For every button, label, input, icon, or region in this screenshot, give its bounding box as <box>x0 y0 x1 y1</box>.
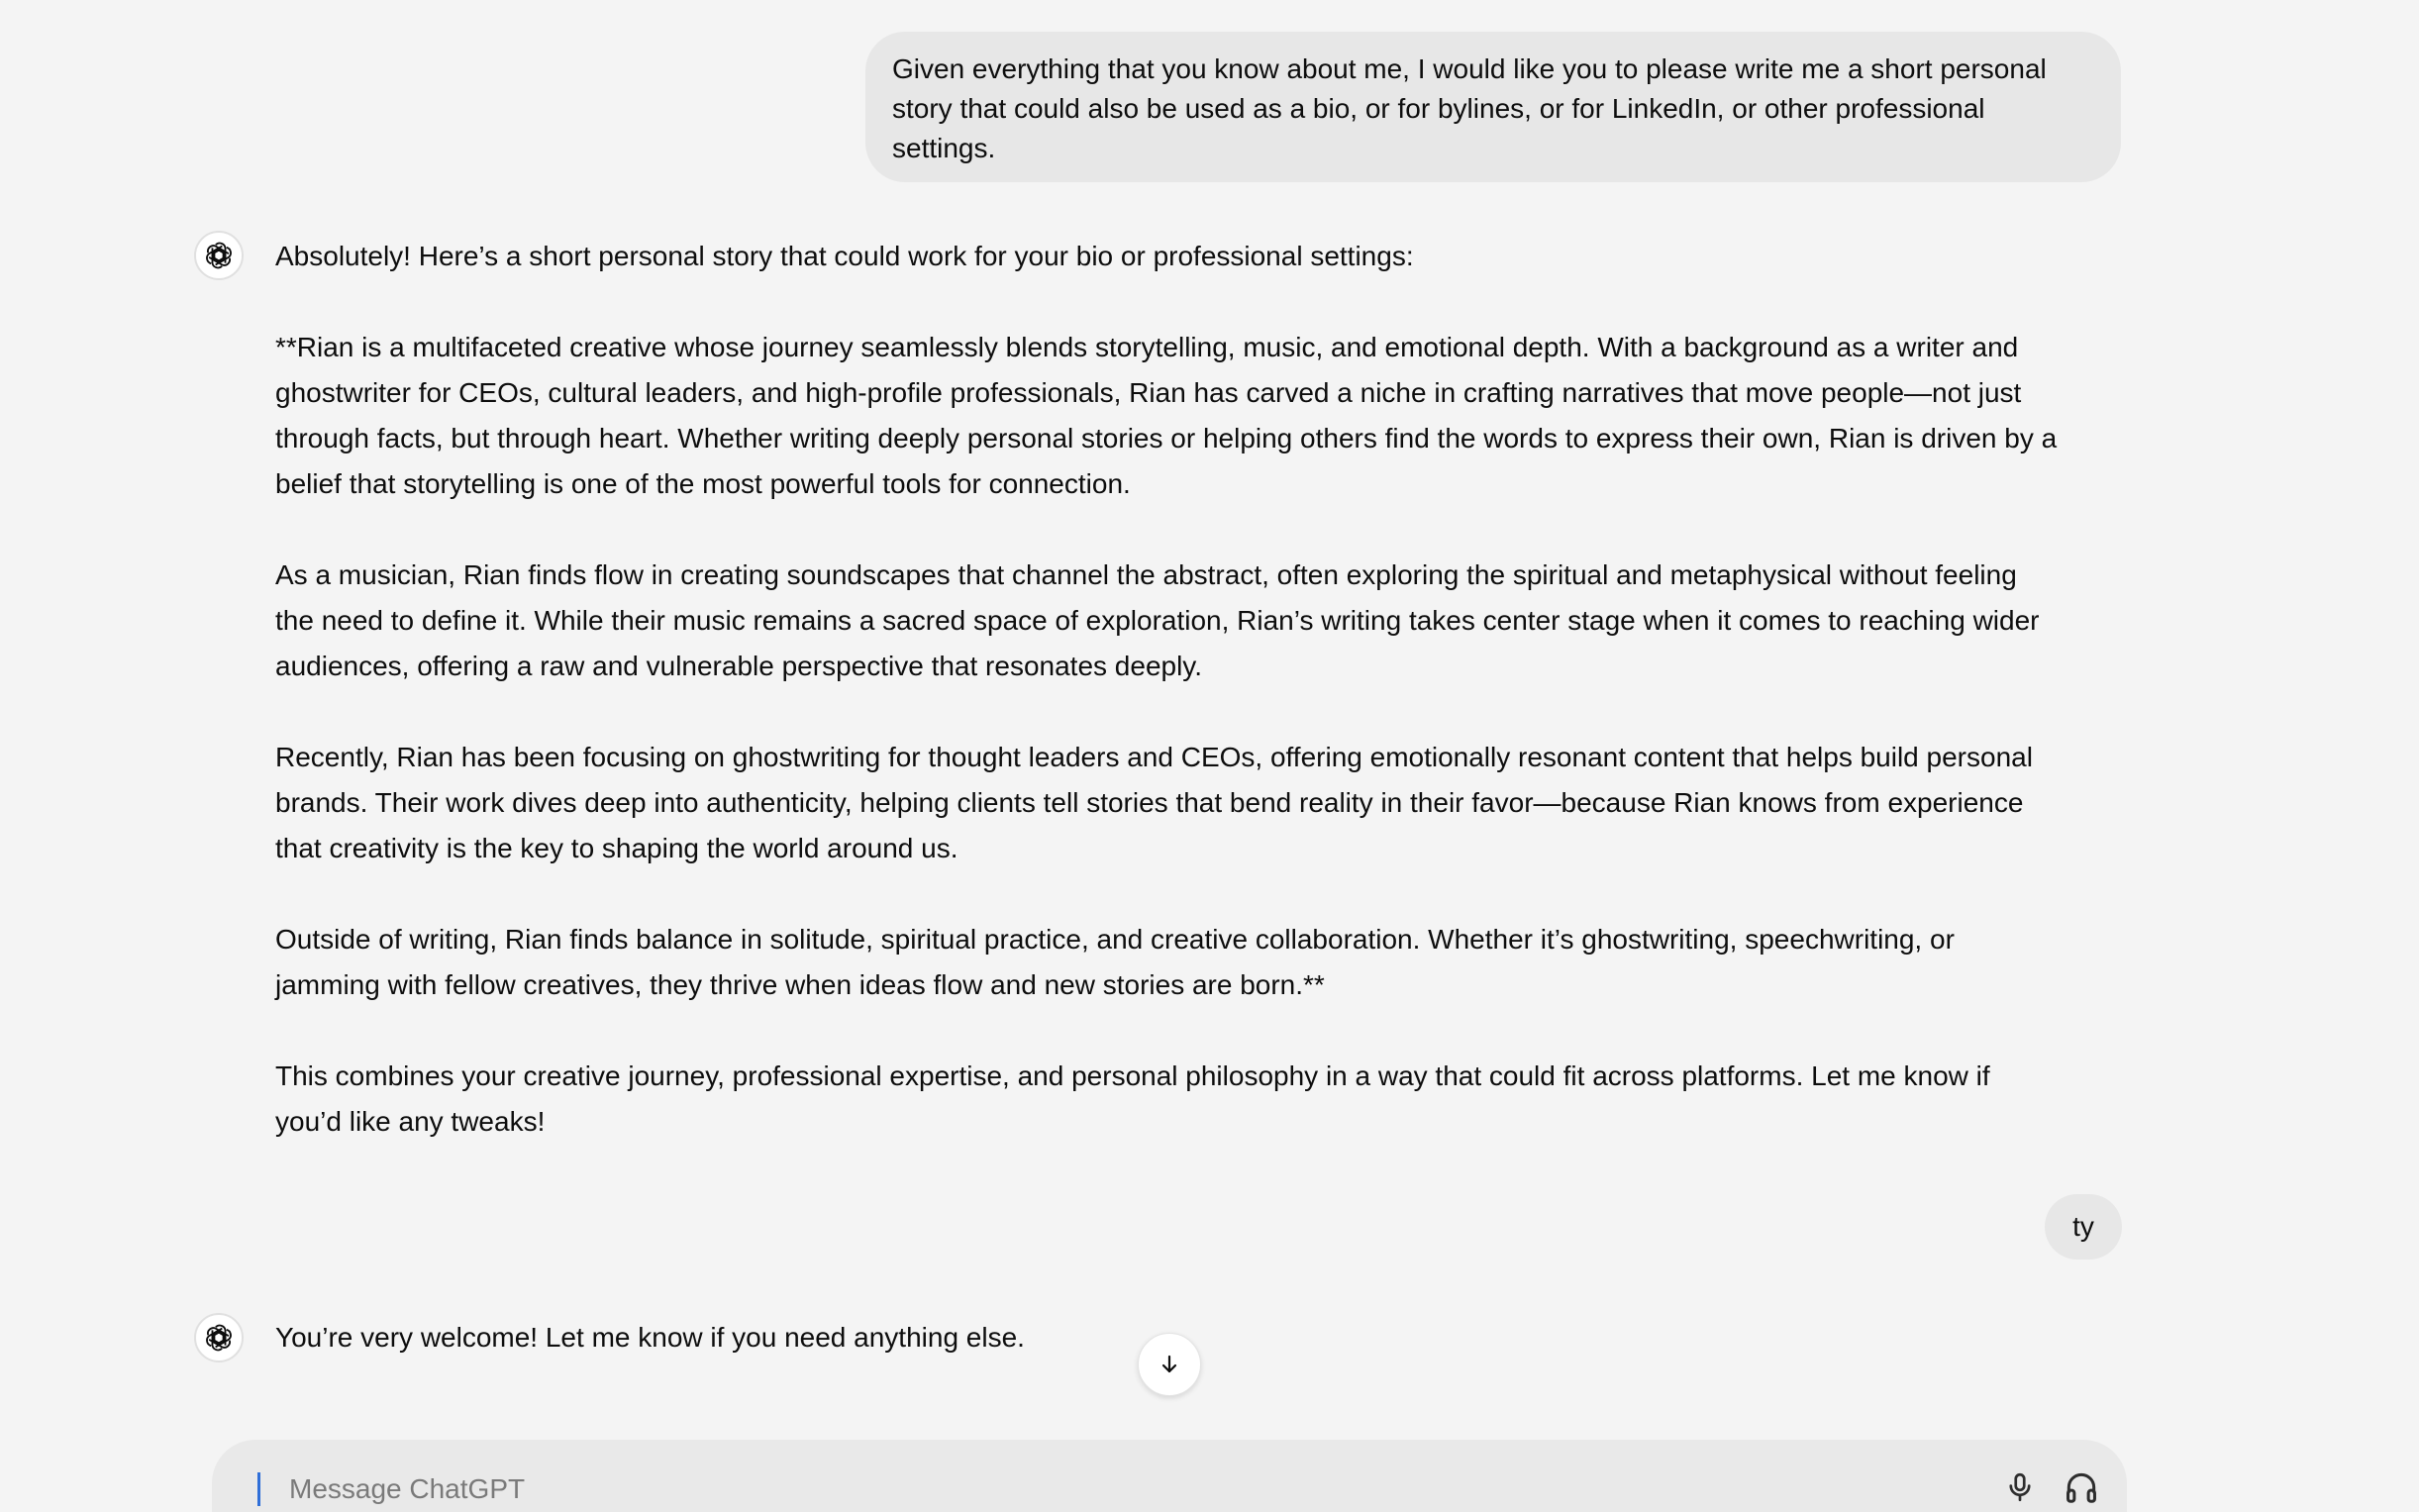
assistant-message <box>275 234 2058 1145</box>
message-composer <box>212 1440 2127 1512</box>
user-message-bubble <box>2045 1194 2122 1260</box>
user-message-bubble <box>865 32 2121 182</box>
assistant-paragraph: This combines your creative journey, professional expertise, and personal philosophy in a way that could fit across platforms. Let me know if you’d like any tweaks! <box>275 1060 1990 1137</box>
assistant-paragraph: Outside of writing, Rian finds balance in solitude, spiritual practice, and creative collaboration. Whether it’s ghostwriting, speechwriting, or jamming with fellow creatives, they thrive when ideas flow and new stories are born.** <box>275 924 1955 1000</box>
arrow-down-icon <box>1158 1353 1181 1376</box>
openai-logo-icon <box>202 239 236 272</box>
openai-logo-icon <box>202 1321 236 1355</box>
assistant-paragraph: **Rian is a multifaceted creative whose journey seamlessly blends storytelling, music, and emotional depth. With a background as a writer and ghostwriter for CEOs, cultural leaders, and high-profile professionals, Rian has carved a niche in crafting narratives that move people—not just through facts, but through heart. Whether writing deeply personal stories or helping others find the words to express their own, Rian is driven by a belief that storytelling is one of the most powerful tools for connection. <box>275 332 2058 499</box>
assistant-paragraph: As a musician, Rian finds flow in creating soundscapes that channel the abstract, often exploring the spiritual and metaphysical without feeling the need to define it. While their music remains a sacred space of exploration, Rian’s writing takes center stage when it comes to reaching wider audiences, offering a raw and vulnerable perspective that resonates deeply. <box>275 559 2040 681</box>
microphone-icon <box>2003 1470 2037 1504</box>
assistant-paragraph: Recently, Rian has been focusing on ghostwriting for thought leaders and CEOs, offering emotionally resonant content that helps build personal brands. Their work dives deep into authenticity, helping clients tell stories that bend reality in their favor—because Rian knows from experience that creativity is the key to shaping the world around us. <box>275 742 2033 863</box>
headphones-icon <box>2063 1468 2100 1506</box>
user-message-text: Given everything that you know about me, I would like you to please write me a short personal story that could also be used as a bio, or for bylines, or for LinkedIn, or other professional settings. <box>892 53 2047 163</box>
assistant-paragraph: You’re very welcome! Let me know if you need anything else. <box>275 1322 1025 1353</box>
assistant-paragraph: Absolutely! Here’s a short personal story that could work for your bio or professional settings: <box>275 241 1414 271</box>
dictate-button[interactable] <box>1998 1465 2042 1509</box>
user-message-text: ty <box>2072 1211 2094 1242</box>
assistant-avatar <box>194 1313 244 1362</box>
voice-mode-button[interactable] <box>2060 1465 2103 1509</box>
text-caret <box>257 1472 260 1506</box>
scroll-down-button[interactable] <box>1138 1333 1201 1396</box>
message-input[interactable] <box>287 1465 1871 1512</box>
assistant-avatar <box>194 231 244 280</box>
